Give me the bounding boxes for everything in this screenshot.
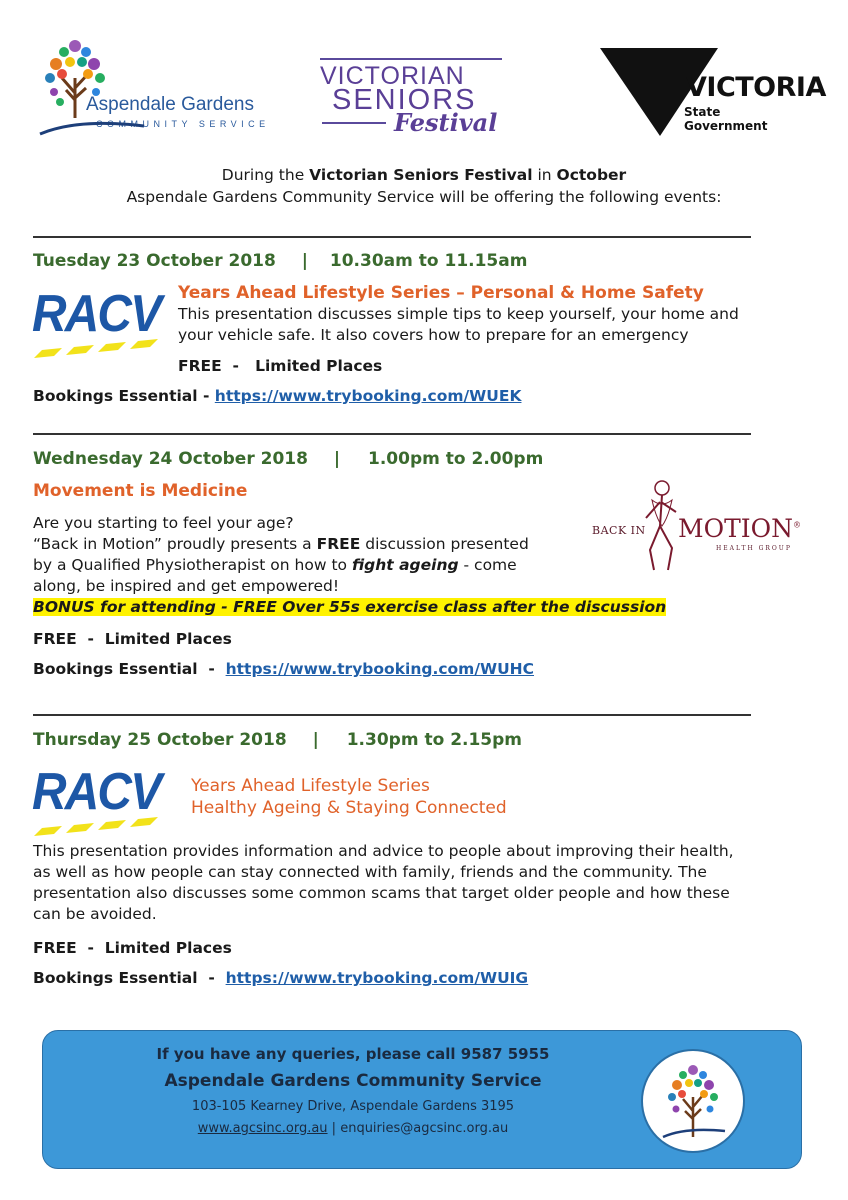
footer-separator: |	[327, 1121, 341, 1136]
vsf-line2: SENIORS	[332, 84, 477, 116]
footer-logo-circle	[641, 1049, 745, 1153]
event1-bookings-link[interactable]: https://www.trybooking.com/WUEK	[214, 387, 522, 405]
event2-desc-line3	[33, 556, 517, 574]
contact-footer	[42, 1030, 802, 1169]
event2-time: 1.00pm to 2.00pm	[368, 449, 544, 469]
agcs-logo-subtitle: COMMUNITY SERVICE	[96, 119, 270, 129]
event1-desc-line1: This presentation discusses simple tips to keep yourself, your home and	[178, 305, 739, 323]
event2-desc-line3-b: - come	[458, 556, 517, 574]
event2-separator: |	[333, 449, 341, 469]
event2-bookings-label: Bookings Essential -	[33, 660, 226, 678]
footer-address: 103-105 Kearney Drive, Aspendale Gardens 3195	[191, 1099, 515, 1114]
event2-heading	[33, 449, 543, 469]
event2-title: Movement is Medicine	[33, 481, 248, 501]
intro-festival: Victorian Seniors Festival	[309, 166, 533, 184]
event2-desc-emphasis: fight ageing	[351, 556, 459, 574]
event3-title-line1: Years Ahead Lifestyle Series	[191, 776, 430, 796]
event2-desc-line2-a: “Back in Motion” proudly presents a	[33, 535, 317, 553]
event1-separator: |	[301, 251, 308, 271]
event2-desc-line2	[33, 535, 529, 553]
event2-bonus	[33, 598, 666, 616]
footer-email-link[interactable]: enquiries@agcsinc.org.au	[340, 1121, 509, 1136]
footer-queries: If you have any queries, please call 9587 5955	[156, 1045, 550, 1063]
vsf-bottom-rule	[322, 122, 386, 124]
intro-line1	[0, 166, 848, 184]
event1-title: Years Ahead Lifestyle Series – Personal & Home Safety	[178, 283, 704, 303]
bim-logo-back: BACK IN	[592, 524, 646, 537]
event3-bookings-link[interactable]: https://www.trybooking.com/WUIG	[225, 969, 529, 987]
racv-logo	[32, 285, 166, 366]
racv-logo	[32, 763, 166, 844]
bim-logo-sub: HEALTH GROUP	[716, 545, 792, 552]
event1-desc-line2: your vehicle safe. It also covers how to prepare for an emergency	[178, 326, 689, 344]
victorian-seniors-festival-logo	[318, 56, 528, 141]
aspendale-gardens-logo	[38, 38, 274, 138]
event3-time: 1.30pm to 2.15pm	[346, 730, 523, 750]
divider	[33, 433, 751, 435]
event3-heading	[33, 730, 522, 750]
swoosh-icon	[38, 116, 148, 138]
event3-desc-line3: presentation also discusses some common scams that target older people and how these	[33, 884, 730, 902]
event3-separator: |	[312, 730, 319, 750]
event2-bookings	[33, 660, 534, 678]
event1-bookings	[33, 387, 521, 405]
divider	[33, 714, 751, 716]
footer-website-link[interactable]: www.agcsinc.org.au	[197, 1121, 328, 1136]
back-in-motion-logo	[590, 478, 800, 574]
event3-desc-line2: as well as how people can stay connected with family, friends and the community. The	[33, 863, 707, 881]
vic-logo-sub1: State	[684, 105, 721, 119]
intro-month: October	[556, 166, 627, 184]
vsf-line3: Festival	[394, 108, 498, 137]
event3-bookings-label: Bookings Essential -	[33, 969, 226, 987]
event1-heading	[33, 251, 527, 271]
intro-line2: Aspendale Gardens Community Service will be offering the following events:	[126, 188, 722, 206]
footer-org-name: Aspendale Gardens Community Service	[164, 1071, 542, 1091]
footer-contact	[43, 1121, 663, 1136]
divider	[33, 236, 751, 238]
event3-date: Thursday 25 October 2018	[33, 730, 287, 750]
event2-desc-line4: along, be inspired and get empowered!	[33, 577, 340, 595]
event2-bookings-link[interactable]: https://www.trybooking.com/WUHC	[225, 660, 535, 678]
bim-logo-motion	[678, 514, 801, 543]
vsf-top-rule	[320, 58, 502, 60]
agcs-logo-name: Aspendale Gardens	[86, 94, 254, 115]
event2-bonus-text: BONUS for attending - FREE Over 55s exercise class after the discussion	[33, 598, 667, 616]
victoria-state-government-logo	[600, 48, 826, 140]
event3-free: FREE - Limited Places	[33, 939, 232, 957]
event3-bookings	[33, 969, 528, 987]
racv-logo-text: RACV	[32, 285, 161, 343]
vic-logo-word: VICTORIA	[686, 72, 826, 103]
racv-stripes-icon	[32, 336, 162, 360]
bim-logo-reg: ®	[793, 520, 802, 530]
event2-desc-free: FREE	[316, 535, 361, 553]
intro-text-a: During the	[221, 166, 310, 184]
event3-desc-line1: This presentation provides information and advice to people about improving their health,	[33, 842, 734, 860]
event1-time: 10.30am to 11.15am	[329, 251, 528, 271]
event1-bookings-label: Bookings Essential -	[33, 387, 215, 405]
racv-logo-text: RACV	[32, 763, 161, 821]
racv-stripes-icon	[32, 814, 162, 838]
event3-desc-line4: can be avoided.	[33, 905, 157, 923]
swoosh-icon	[661, 1125, 727, 1139]
bim-logo-motion-text: MOTION	[678, 514, 794, 543]
event1-date: Tuesday 23 October 2018	[33, 251, 276, 271]
vsf-line1: VICTORIAN	[320, 62, 465, 90]
event2-free: FREE - Limited Places	[33, 630, 232, 648]
event2-date: Wednesday 24 October 2018	[33, 449, 308, 469]
event3-title-line2: Healthy Ageing & Staying Connected	[191, 798, 507, 818]
event2-desc-line1: Are you starting to feel your age?	[33, 514, 294, 532]
event1-free: FREE - Limited Places	[178, 357, 383, 375]
intro-text-b: in	[532, 166, 557, 184]
vic-logo-sub2: Government	[684, 119, 768, 133]
event2-desc-line2-b: discussion presented	[360, 535, 529, 553]
event2-desc-line3-a: by a Qualified Physiotherapist on how to	[33, 556, 352, 574]
